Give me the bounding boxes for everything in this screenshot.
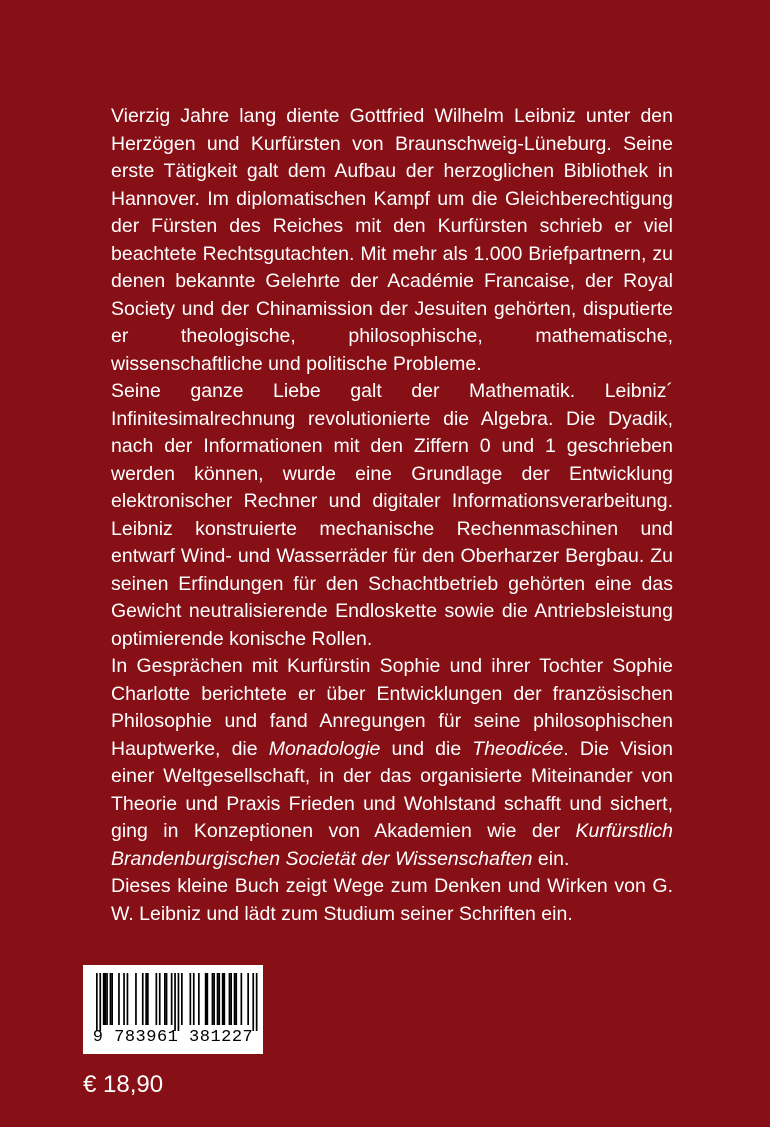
- title-societaet: Kurfürstlich Brandenburgischen Societät der Wissenschaften: [111, 820, 673, 870]
- paragraph-4: [111, 873, 673, 928]
- paragraph-3-text-c: . Die Vision einer Weltgesellschaft, in der das organisierte Miteinander von Theorie und Praxis Frieden und Wohlstand schafft und sichert, ging in Konzeptionen von Akademien wie der: [111, 737, 674, 842]
- barcode-bar: [103, 973, 105, 1025]
- barcode-bar: [198, 973, 200, 1025]
- barcode-bar: [252, 973, 254, 1031]
- barcode-bar: [193, 973, 195, 1025]
- barcode-bar: [230, 973, 232, 1025]
- barcode-bar: [190, 973, 192, 1025]
- barcode-bar: [181, 973, 183, 1025]
- barcode-bar: [247, 973, 249, 1025]
- paragraph-3-text-b: und die: [380, 737, 473, 760]
- barcode-bar: [241, 973, 243, 1025]
- price-label: € 18,90: [83, 1071, 164, 1098]
- barcode-bar: [111, 973, 113, 1025]
- title-monadologie: Monadologie: [268, 737, 381, 760]
- isbn-barcode: [83, 965, 263, 1054]
- paragraph-2: [111, 378, 673, 653]
- barcode-bar: [235, 973, 237, 1025]
- barcode-bar: [205, 973, 207, 1025]
- paragraph-3-text-d: ein.: [532, 847, 570, 870]
- barcode-bar: [234, 973, 236, 1025]
- barcode-bar: [96, 973, 98, 1031]
- barcode-bar: [213, 973, 215, 1025]
- barcode-bar: [156, 973, 158, 1025]
- blurb-text: [111, 103, 673, 928]
- paragraph-1-text: Vierzig Jahre lang diente Gottfried Wilhelm Leibniz unter den Herzögen und Kurfürsten von Braunschweig-Lüneburg. Seine erste Tätigkeit galt dem Aufbau der herzoglichen Bibliothek in Hannover. Im diplomatischen Kampf um die Gleichberechtigung der Fürsten des Reiches mit den Kurfürsten schrieb er viel beachtete Rechtsgutachten. Mit mehr als 1.000 Briefpartnern, zu denen bekannte Gelehrte der Académie Francaise, der Royal Society und der Chinamission der Jesuiten gehörten, disputierte er theologische, philosophische, mathematische, wissenschaftliche und politische Probleme.: [111, 105, 673, 375]
- barcode-bar: [105, 973, 107, 1025]
- paragraph-4-text: Dieses kleine Buch zeigt Wege zum Denken und Wirken von G. W. Leibniz und lädt zum Studium seiner Schriften ein.: [111, 875, 673, 925]
- barcode-bar: [147, 973, 149, 1025]
- isbn-number: 9 783961 381227: [92, 1028, 254, 1047]
- barcode-bar: [229, 973, 231, 1025]
- barcode-bar: [145, 973, 147, 1025]
- barcode-bar: [142, 973, 144, 1025]
- barcode-bar: [123, 973, 125, 1025]
- barcode-bar: [127, 973, 129, 1025]
- barcode-bar: [171, 973, 173, 1025]
- barcode-bar: [164, 973, 166, 1025]
- barcode-bar: [159, 973, 161, 1025]
- title-theodicee: Theodicée: [472, 737, 564, 760]
- barcode-bar: [118, 973, 120, 1025]
- barcode-bar: [178, 973, 180, 1031]
- barcode-bar: [99, 973, 101, 1031]
- paragraph-3-text-a: In Gesprächen mit Kurfürstin Sophie und ihrer Tochter Sophie Charlotte berichtete er über Entwicklungen der französischen Philosophie und fand Anregungen für seine philosophischen Hauptwerke, die: [111, 655, 673, 760]
- barcode-bar: [174, 973, 176, 1031]
- barcode-bar: [135, 973, 137, 1025]
- paragraph-3: [111, 653, 673, 873]
- paragraph-1: [111, 103, 673, 378]
- barcode-bar: [166, 973, 168, 1025]
- barcode-bar: [222, 973, 224, 1025]
- barcode-bar: [218, 973, 220, 1025]
- barcode-bar: [207, 973, 209, 1025]
- barcode-bar: [224, 973, 226, 1025]
- barcode-bar: [256, 973, 258, 1031]
- paragraph-2-text: Seine ganze Liebe galt der Mathematik. Leibniz´ Infinitesimalrechnung revolutionierte die Algebra. Die Dyadik, nach der Informationen mit den Ziffern 0 und 1 geschrieben werden können, wurde eine Grundlage der Entwicklung elektronischer Rechner und digitaler Informationsverarbeitung. Leibniz konstruierte mechanische Rechenmaschinen und entwarf Wind- und Wasserräder für den Oberharzer Bergbau. Zu seinen Erfindungen für den Schachtbetrieb gehörten eine das Gewicht neutralisierende Endloskette sowie die Antriebsleistung optimierende konische Rollen.: [111, 380, 673, 650]
- barcode-bar: [212, 973, 214, 1025]
- barcode-bar: [217, 973, 219, 1025]
- barcode-bar: [110, 973, 112, 1025]
- barcode-bar: [106, 973, 108, 1025]
